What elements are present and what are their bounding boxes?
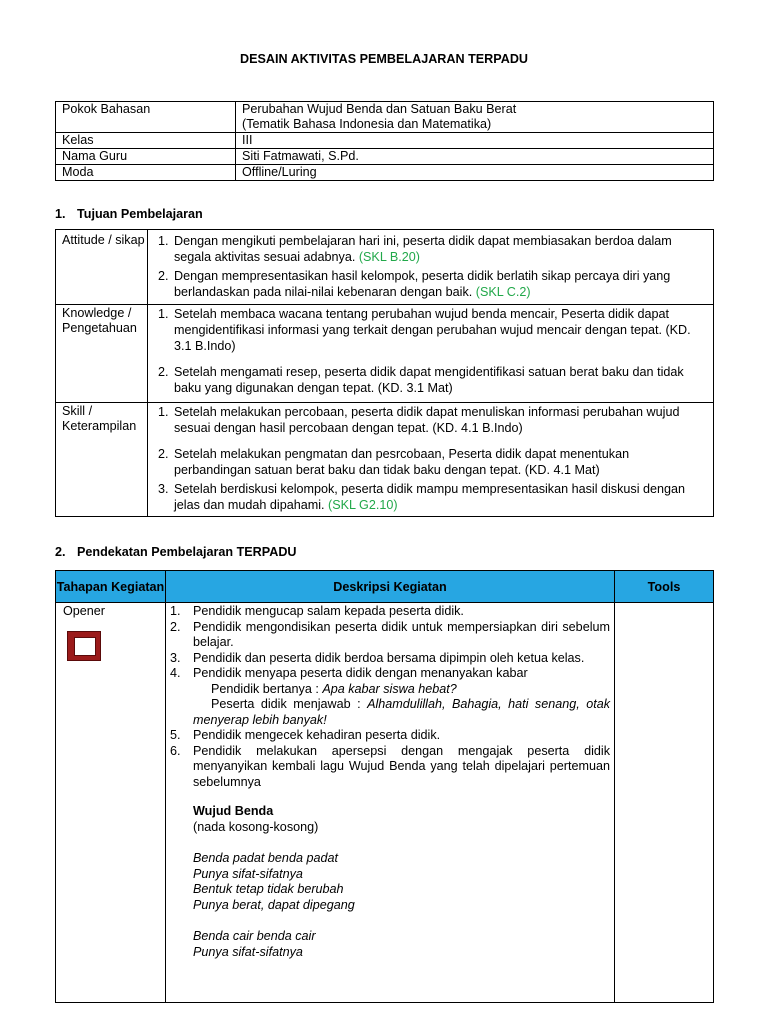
- table-row: [56, 603, 714, 1003]
- stage-label: Opener: [63, 604, 106, 618]
- list-item: 1. Setelah melakukan percobaan, peserta didik dapat menuliskan informasi perubahan wujud sesuai dengan hasil percobaan dengan tepat. (KD. 4.1 B.Indo): [158, 405, 680, 435]
- lyric-line: Bentuk tetap tidak berubah: [193, 882, 344, 896]
- table-row: [56, 230, 714, 305]
- objective-items: [148, 403, 714, 517]
- table-row: [56, 305, 714, 403]
- stage-cell: [56, 603, 166, 1003]
- frame-icon: [67, 631, 101, 661]
- lyric-line: Punya sifat-sifatnya: [193, 944, 303, 959]
- section-heading-2: 2. Pendekatan Pembelajaran TERPADU: [55, 545, 297, 559]
- song-lyrics: [166, 804, 614, 960]
- header-description: Deskripsi Kegiatan: [166, 571, 615, 603]
- list-item: 1. Pendidik mengucap salam kepada peserta didik.: [170, 604, 464, 618]
- list-item: 6. Pendidik melakukan apersepsi dengan mengajak peserta didik menyanyikan kembali lagu Wujud Benda yang telah dipelajari pertemuan sebelumnya: [170, 743, 610, 789]
- objective-label: Knowledge / Pengetahuan: [56, 305, 148, 403]
- list-item: 5. Pendidik mengecek kehadiran peserta didik.: [170, 728, 441, 742]
- list-item: 1. Setelah membaca wacana tentang perubahan wujud benda mencair, Peserta didik dapat mengidentifikasi informasi yang terkait dengan perubahan wujud mencair dengan tepat. (KD. 3.1 B.Indo): [158, 307, 691, 353]
- info-label: Kelas: [56, 133, 236, 149]
- list-item: 2. Dengan mempresentasikan hasil kelompok, peserta didik berlatih sikap percaya diri yang berlandaskan pada nilai-nilai kebenaran dengan baik. (SKL C.2): [158, 269, 671, 299]
- table-row: [56, 133, 714, 149]
- list-item: 2. Pendidik mengondisikan peserta didik untuk mempersiapkan diri sebelum belajar.: [170, 619, 610, 649]
- lyric-line: Punya sifat-sifatnya: [193, 866, 303, 881]
- table-row: [56, 403, 714, 517]
- objective-label: Skill / Keterampilan: [56, 403, 148, 517]
- info-table: [55, 101, 714, 181]
- info-value: Perubahan Wujud Benda dan Satuan Baku Berat (Tematik Bahasa Indonesia dan Matematika): [236, 102, 714, 133]
- table-header-row: [56, 571, 714, 603]
- section-heading-1: 1. Tujuan Pembelajaran: [55, 207, 203, 221]
- info-value: III: [236, 133, 714, 149]
- description-cell: [166, 603, 615, 1003]
- table-row: [56, 165, 714, 181]
- list-item: 2. Setelah melakukan pengmatan dan pesrcobaan, Peserta didik dapat menentukan perbandingan satuan berat baku dan tidak baku dengan tepat. (KD. 4.1 Mat): [158, 447, 630, 477]
- activity-table: [55, 570, 714, 1003]
- song-title: Wujud Benda: [193, 804, 274, 818]
- list-item: 3. Setelah berdiskusi kelompok, peserta didik mampu mempresentasikan hasil diskusi dengan jelas dan mudah dipahami. (SKL G2.10): [158, 482, 686, 512]
- header-tools: Tools: [615, 571, 714, 603]
- info-label: Nama Guru: [56, 149, 236, 165]
- table-row: [56, 149, 714, 165]
- list-item: 2. Setelah mengamati resep, peserta didik dapat mengidentifikasi satuan berat baku dan tidak baku yang digunakan dengan tepat. (KD. 3.1 Mat): [158, 365, 684, 395]
- list-item: 3. Pendidik dan peserta didik berdoa bersama dipimpin oleh ketua kelas.: [170, 650, 585, 665]
- info-label: Moda: [56, 165, 236, 181]
- tools-cell: [615, 603, 714, 1003]
- lyric-line: Benda padat benda padat: [193, 851, 338, 865]
- song-tune: (nada kosong-kosong): [193, 819, 319, 834]
- table-row: [56, 102, 714, 133]
- objective-items: [148, 305, 714, 403]
- info-value: Siti Fatmawati, S.Pd.: [236, 149, 714, 165]
- list-item: 4. Pendidik menyapa peserta didik dengan menanyakan kabar: [170, 666, 528, 680]
- info-label: Pokok Bahasan: [56, 102, 236, 133]
- objectives-table: [55, 229, 714, 517]
- list-item: 1. Dengan mengikuti pembelajaran hari ini, peserta didik dapat membiasakan berdoa dalam segala aktivitas sesuai adabnya. (SKL B.20): [158, 234, 672, 264]
- header-stage: Tahapan Kegiatan: [56, 571, 166, 603]
- objective-label: Attitude / sikap: [56, 230, 148, 305]
- dialog-question: Pendidik bertanya : Apa kabar siswa hebat?: [211, 681, 457, 696]
- lyric-line: Punya berat, dapat dipegang: [193, 897, 355, 912]
- info-value: Offline/Luring: [236, 165, 714, 181]
- dialog-answer: Peserta didik menjawab : Alhamdulillah, Bahagia, hati senang, otak menyerap lebih banyak!: [193, 697, 610, 727]
- page-title: DESAIN AKTIVITAS PEMBELAJARAN TERPADU: [239, 52, 529, 66]
- lyric-line: Benda cair benda cair: [193, 929, 316, 943]
- objective-items: [148, 230, 714, 305]
